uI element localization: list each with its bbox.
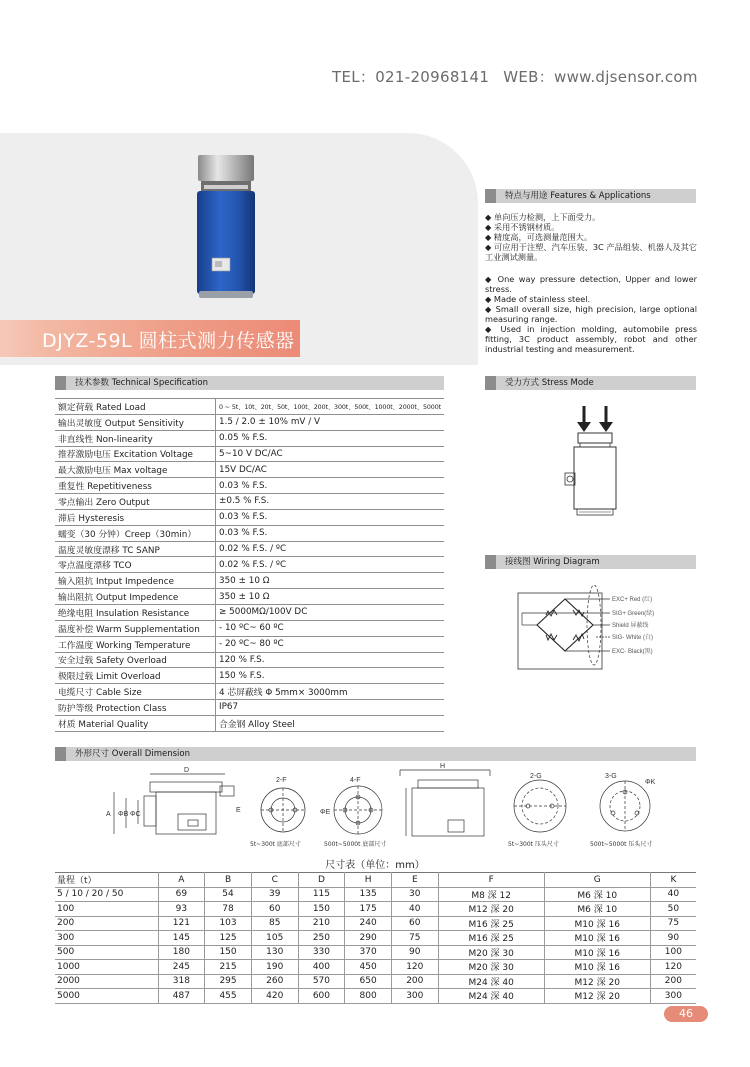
spec-label: 温度补偿 Warm Supplementation	[55, 620, 215, 636]
dim-cell: M6 深 10	[544, 887, 650, 902]
dim-label-E: E	[236, 807, 241, 814]
spec-value: 0.03 % F.S.	[215, 509, 444, 525]
spec-label: 推荐激励电压 Excitation Voltage	[55, 446, 215, 462]
dim-cell: 150	[205, 945, 252, 960]
spec-row	[55, 684, 444, 700]
spec-row	[55, 478, 444, 494]
dim-cell: 125	[205, 931, 252, 946]
spec-label: 零点输出 Zero Output	[55, 494, 215, 510]
dim-cell: 40	[650, 887, 696, 902]
dim-row	[55, 945, 696, 960]
spec-row	[55, 652, 444, 668]
dim-cell: M16 深 25	[438, 931, 544, 946]
dim-cell: 121	[158, 916, 205, 931]
dim-cell: 93	[158, 902, 205, 917]
dim-cell: 260	[251, 974, 298, 989]
dim-row	[55, 916, 696, 931]
dim-cell: M10 深 16	[544, 931, 650, 946]
dim-cell: M10 深 16	[544, 960, 650, 975]
dim-caption-3: 5t~300t 压头尺寸	[508, 841, 559, 848]
spec-value: - 10 ºC~ 60 ºC	[215, 620, 444, 636]
dim-caption-4: 500t~5000t 压头尺寸	[590, 841, 653, 848]
spec-value: IP67	[215, 700, 444, 716]
feature-en-2: ◆ Made of stainless steel.	[485, 294, 591, 304]
dim-cell: 245	[158, 960, 205, 975]
spec-label: 电缆尺寸 Cable Size	[55, 684, 215, 700]
spec-row	[55, 620, 444, 636]
dim-cell: 1000	[55, 960, 158, 975]
feature-en-3: ◆ Small overall size, high precision, large optional measuring range.	[485, 304, 697, 324]
contact-info	[332, 66, 698, 87]
spec-value: 0 ~ 5t、10t、20t、50t、100t、200t、300t、500t、1000t、2000t、5000t	[215, 399, 444, 415]
dim-cell: M16 深 25	[438, 916, 544, 931]
dim-cell: 200	[391, 974, 438, 989]
spec-value: 0.02 % F.S. / ºC	[215, 541, 444, 557]
wiring-diagram	[510, 585, 702, 677]
dim-cell: M6 深 10	[544, 902, 650, 917]
dim-cell: 175	[345, 902, 392, 917]
dim-col-header: G	[544, 873, 650, 888]
dim-cell: 60	[391, 916, 438, 931]
stress-mode-diagram	[556, 400, 636, 520]
spec-row	[55, 414, 444, 430]
spec-value: 4 芯屏蔽线 Φ 5mm× 3000mm	[215, 684, 444, 700]
dim-cell: 5 / 10 / 20 / 50	[55, 887, 158, 902]
dim-cell: M24 深 40	[438, 974, 544, 989]
dim-cell: M24 深 40	[438, 989, 544, 1004]
dim-label-2F: 2-F	[276, 777, 287, 784]
spec-value: ±0.5 % F.S.	[215, 494, 444, 510]
dim-cell: M8 深 12	[438, 887, 544, 902]
dim-cell: 150	[298, 902, 345, 917]
spec-label: 工作温度 Working Temperature	[55, 636, 215, 652]
wire-label-1: EXC+ Red (红)	[612, 597, 653, 603]
dim-col-header: F	[438, 873, 544, 888]
spec-label: 绝缘电阻 Insulation Resistance	[55, 604, 215, 620]
dim-cell: 318	[158, 974, 205, 989]
dim-cell: 487	[158, 989, 205, 1004]
dim-cell: 100	[650, 945, 696, 960]
spec-row	[55, 589, 444, 605]
dim-cell: 650	[345, 974, 392, 989]
dim-cell: 420	[251, 989, 298, 1004]
spec-label: 输入阻抗 Intput Impedence	[55, 573, 215, 589]
spec-label: 材质 Material Quality	[55, 715, 215, 731]
dim-label-K: ΦK	[645, 779, 656, 786]
wire-label-3: Shield 屏蔽线	[612, 623, 649, 629]
dim-cell: 180	[158, 945, 205, 960]
dim-caption-1: 5t~300t 底部尺寸	[250, 841, 301, 848]
dim-cell: 85	[251, 916, 298, 931]
dim-col-header: H	[345, 873, 392, 888]
stress-heading: 受力方式 Stress Mode	[485, 376, 696, 390]
spec-label: 温度灵敏度漂移 TC SANP	[55, 541, 215, 557]
dim-label-B: ΦB	[118, 811, 129, 818]
dim-cell: 78	[205, 902, 252, 917]
product-photo	[195, 155, 257, 300]
feature-en-1: ◆ One way pressure detection, Upper and lower stress.	[485, 274, 697, 294]
dim-row	[55, 931, 696, 946]
dim-cell: 290	[345, 931, 392, 946]
spec-value: 350 ± 10 Ω	[215, 573, 444, 589]
spec-row	[55, 494, 444, 510]
product-title: DJYZ-59L 圆柱式测力传感器	[42, 330, 295, 352]
dim-cell: 450	[345, 960, 392, 975]
spec-value: 350 ± 10 Ω	[215, 589, 444, 605]
features-heading: 特点与用途 Features & Applications	[485, 189, 696, 203]
dim-cell: 69	[158, 887, 205, 902]
dim-cell: 600	[298, 989, 345, 1004]
spec-row	[55, 715, 444, 731]
spec-row	[55, 509, 444, 525]
dim-cell: 400	[298, 960, 345, 975]
web-text: WEB：www.djsensor.com	[503, 68, 698, 86]
dim-label-3G: 3-G	[605, 773, 617, 780]
dim-cell: 330	[298, 945, 345, 960]
spec-row	[55, 446, 444, 462]
dim-cell: M12 深 20	[544, 989, 650, 1004]
feature-cn-3: ◆ 精度高，可选测量范围大。	[485, 232, 593, 242]
dim-row	[55, 960, 696, 975]
dim-col-header: D	[298, 873, 345, 888]
spec-table	[55, 398, 444, 732]
page-number: 46	[664, 1006, 708, 1022]
dim-cell: 250	[298, 931, 345, 946]
dim-label-E2: ΦE	[320, 809, 331, 816]
dim-label-A: A	[106, 811, 111, 818]
spec-row	[55, 668, 444, 684]
spec-row	[55, 604, 444, 620]
spec-label: 额定荷载 Rated Load	[55, 399, 215, 415]
spec-label: 非直线性 Non-linearity	[55, 430, 215, 446]
spec-value: 合金钢 Alloy Steel	[215, 715, 444, 731]
dim-col-header: C	[251, 873, 298, 888]
dim-cell: 190	[251, 960, 298, 975]
spec-row	[55, 557, 444, 573]
dim-row	[55, 887, 696, 902]
dim-cell: 5000	[55, 989, 158, 1004]
dim-cell: 300	[55, 931, 158, 946]
dim-cell: 570	[298, 974, 345, 989]
dim-cell: M12 深 20	[438, 902, 544, 917]
dim-col-header: K	[650, 873, 696, 888]
spec-label: 输出灵敏度 Output Sensitivity	[55, 414, 215, 430]
dim-cell: 200	[650, 974, 696, 989]
dim-cell: 210	[298, 916, 345, 931]
spec-value: 120 % F.S.	[215, 652, 444, 668]
dim-row	[55, 902, 696, 917]
dim-row	[55, 989, 696, 1004]
dim-cell: 500	[55, 945, 158, 960]
dim-cell: 60	[251, 902, 298, 917]
dim-cell: 120	[391, 960, 438, 975]
tel-text: TEL：021-20968141	[332, 68, 490, 86]
dim-label-2G: 2-G	[530, 773, 542, 780]
spec-value: ≥ 5000MΩ/100V DC	[215, 604, 444, 620]
dim-cell: 103	[205, 916, 252, 931]
dim-cell: M10 深 16	[544, 945, 650, 960]
dim-cell: 75	[650, 916, 696, 931]
dim-cell: 30	[391, 887, 438, 902]
dim-cell: 130	[251, 945, 298, 960]
spec-label: 防护等级 Protection Class	[55, 700, 215, 716]
spec-value: 0.05 % F.S.	[215, 430, 444, 446]
spec-value: - 20 ºC~ 80 ºC	[215, 636, 444, 652]
dimension-table-title: 尺寸表（单位：mm）	[325, 860, 425, 871]
dim-cell: 100	[55, 902, 158, 917]
dimension-heading: 外形尺寸 Overall Dimension	[55, 747, 696, 761]
spec-row	[55, 636, 444, 652]
wire-label-5: EXC- Black(黑)	[612, 649, 653, 655]
dim-cell: 300	[391, 989, 438, 1004]
spec-value: 1.5 / 2.0 ± 10% mV / V	[215, 414, 444, 430]
dim-col-header: B	[205, 873, 252, 888]
dim-cell: 370	[345, 945, 392, 960]
dim-label-H: H	[440, 763, 446, 770]
wiring-heading: 接线图 Wiring Diagram	[485, 555, 696, 569]
spec-value: 0.02 % F.S. / ºC	[215, 557, 444, 573]
dim-cell: 115	[298, 887, 345, 902]
dim-cell: 120	[650, 960, 696, 975]
dimension-table	[55, 872, 696, 1004]
spec-heading: 技术参数 Technical Specification	[55, 376, 444, 390]
wire-label-2: SIG+ Green(绿)	[612, 611, 655, 617]
dim-label-D: D	[184, 767, 190, 774]
dim-cell: 240	[345, 916, 392, 931]
dim-cell: 295	[205, 974, 252, 989]
dim-cell: 105	[251, 931, 298, 946]
spec-label: 零点温度漂移 TCO	[55, 557, 215, 573]
spec-row	[55, 700, 444, 716]
feature-cn-2: ◆ 采用不锈钢材质。	[485, 222, 560, 232]
feature-en-4: ◆ Used in injection molding, automobile press fitting, 3C product assembly, robot and other industrial testing and measurement.	[485, 324, 697, 354]
dim-label-4F: 4-F	[350, 777, 361, 784]
feature-cn-4: ◆ 可应用于注塑、汽车压装、3C 产品组装、机器人及其它工业测试测量。	[485, 242, 697, 262]
dimension-drawing	[100, 762, 690, 852]
dim-cell: 215	[205, 960, 252, 975]
dim-cell: 455	[205, 989, 252, 1004]
wire-label-4: SIG- White (白)	[612, 635, 654, 641]
spec-label: 最大激励电压 Max voltage	[55, 462, 215, 478]
dim-cell: M12 深 20	[544, 974, 650, 989]
spec-value: 150 % F.S.	[215, 668, 444, 684]
dim-cell: 145	[158, 931, 205, 946]
spec-row	[55, 573, 444, 589]
dim-cell: M20 深 30	[438, 960, 544, 975]
dim-col-header: 量程（t）	[55, 873, 158, 888]
dim-cell: 90	[391, 945, 438, 960]
dim-label-C: ΦC	[130, 811, 141, 818]
spec-label: 滞后 Hysteresis	[55, 509, 215, 525]
spec-row	[55, 541, 444, 557]
dim-cell: 40	[391, 902, 438, 917]
spec-label: 重复性 Repetitiveness	[55, 478, 215, 494]
spec-value: 15V DC/AC	[215, 462, 444, 478]
dim-cell: 300	[650, 989, 696, 1004]
dim-cell: 800	[345, 989, 392, 1004]
dim-cell: 50	[650, 902, 696, 917]
dim-cell: 90	[650, 931, 696, 946]
spec-row	[55, 462, 444, 478]
dim-cell: 2000	[55, 974, 158, 989]
features-list	[485, 212, 697, 354]
feature-cn-1: ◆ 单向压力检测，上下面受力。	[485, 212, 601, 222]
spec-row	[55, 430, 444, 446]
dim-cell: 39	[251, 887, 298, 902]
dim-cell: 54	[205, 887, 252, 902]
spec-label: 输出阻抗 Output Impedence	[55, 589, 215, 605]
spec-label: 极限过载 Limit Overload	[55, 668, 215, 684]
spec-value: 0.03 % F.S.	[215, 525, 444, 541]
dim-caption-2: 500t~5000t 底部尺寸	[324, 841, 387, 848]
dim-row	[55, 974, 696, 989]
dim-cell: M10 深 16	[544, 916, 650, 931]
dim-col-header: E	[391, 873, 438, 888]
dim-cell: M20 深 30	[438, 945, 544, 960]
spec-row	[55, 525, 444, 541]
spec-label: 安全过载 Safety Overload	[55, 652, 215, 668]
spec-value: 0.03 % F.S.	[215, 478, 444, 494]
dim-cell: 75	[391, 931, 438, 946]
dim-cell: 200	[55, 916, 158, 931]
spec-row	[55, 399, 444, 415]
spec-value: 5~10 V DC/AC	[215, 446, 444, 462]
dim-col-header: A	[158, 873, 205, 888]
spec-label: 蠕变（30 分钟）Creep（30min）	[55, 525, 215, 541]
dim-cell: 135	[345, 887, 392, 902]
